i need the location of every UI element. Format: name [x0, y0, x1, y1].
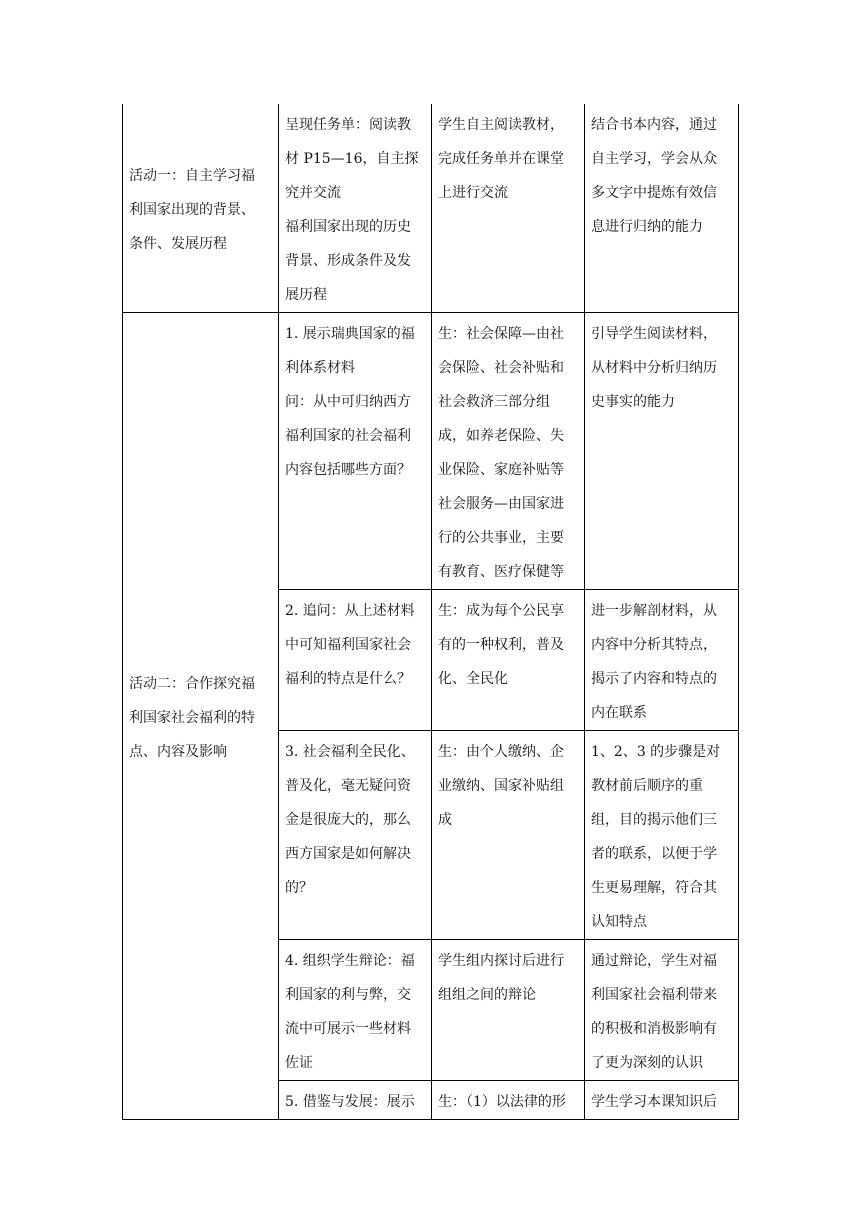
teacher-activity-text: 呈现任务单：阅读教 材 P15—16，自主探 究并交流 福利国家出现的历史 背景、形成条件及发 展历程: [285, 117, 419, 303]
teacher-cell: [279, 940, 432, 1081]
intent-cell: [585, 1081, 739, 1120]
intent-cell: [585, 731, 739, 940]
lesson-plan-table: [122, 104, 739, 1120]
intent-cell: [585, 590, 739, 731]
teacher-step-2: 2. 追问：从上述材料 中可知福利国家社会 福利的特点是什么？: [285, 603, 415, 687]
intent-cell: [585, 104, 739, 313]
table-row: [123, 313, 739, 590]
teacher-cell: [279, 590, 432, 731]
student-activity-text: 学生自主阅读教材， 完成任务单并在课堂 上进行交流: [438, 117, 564, 201]
student-cell: [432, 940, 585, 1081]
student-step-3: 生：由个人缴纳、企 业缴纳、国家补贴组 成: [438, 744, 564, 828]
teacher-step-1: 1. 展示瑞典国家的福 利体系材料 问：从中可归纳西方 福利国家的社会福利 内容包括哪些方面？: [285, 326, 415, 478]
teacher-cell: [279, 731, 432, 940]
teacher-step-3: 3. 社会福利全民化、 普及化，毫无疑问资 金是很庞大的，那么 西方国家是如何解决 的？: [285, 744, 415, 896]
intent-step-3: 1、2、3 的步骤是对 教材前后顺序的重 组，目的揭示他们三 者的联系，以便于学 生更易理解，符合其 认知特点: [591, 744, 721, 930]
teacher-step-4: 4. 组织学生辩论：福 利国家的利与弊，交 流中可展示一些材料 佐证: [285, 953, 415, 1071]
teacher-step-5: 5. 借鉴与发展：展示: [285, 1094, 415, 1110]
student-cell: [432, 313, 585, 590]
student-step-1: 生：社会保障—由社 会保险、社会补贴和 社会救济三部分组 成，如养老保险、失 业保险、家庭补贴等 社会服务—由国家进 行的公共事业，主要 有教育、医疗保健等: [438, 326, 564, 580]
student-cell: [432, 590, 585, 731]
activity-1-text: 活动一：自主学习福 利国家出现的背景、 条件、发展历程: [129, 168, 255, 252]
activity-2-text: 活动二：合作探究福 利国家社会福利的特 点、内容及影响: [129, 676, 255, 760]
intent-cell: [585, 313, 739, 590]
design-intent-text: 结合书本内容，通过 自主学习，学会从众 多文字中提炼有效信 息进行归纳的能力: [591, 117, 717, 235]
intent-step-2: 进一步解剖材料，从 内容中分析其特点， 揭示了内容和特点的 内在联系: [591, 603, 717, 721]
activity-cell: [123, 104, 279, 313]
intent-cell: [585, 940, 739, 1081]
student-step-2: 生：成为每个公民享 有的一种权利，普及 化、全民化: [438, 603, 564, 687]
activity-cell: [123, 313, 279, 1120]
student-step-5: 生：（1）以法律的形: [438, 1094, 566, 1110]
teacher-cell: [279, 104, 432, 313]
intent-step-1: 引导学生阅读材料， 从材料中分析归纳历 史事实的能力: [591, 326, 717, 410]
intent-step-5: 学生学习本课知识后: [591, 1094, 717, 1110]
student-cell: [432, 1081, 585, 1120]
teacher-cell: [279, 313, 432, 590]
student-cell: [432, 731, 585, 940]
student-cell: [432, 104, 585, 313]
table-row: [123, 104, 739, 313]
teacher-cell: [279, 1081, 432, 1120]
student-step-4: 学生组内探讨后进行 组组之间的辩论: [438, 953, 564, 1003]
intent-step-4: 通过辩论，学生对福 利国家社会福利带来 的积极和消极影响有 了更为深刻的认识: [591, 953, 717, 1071]
